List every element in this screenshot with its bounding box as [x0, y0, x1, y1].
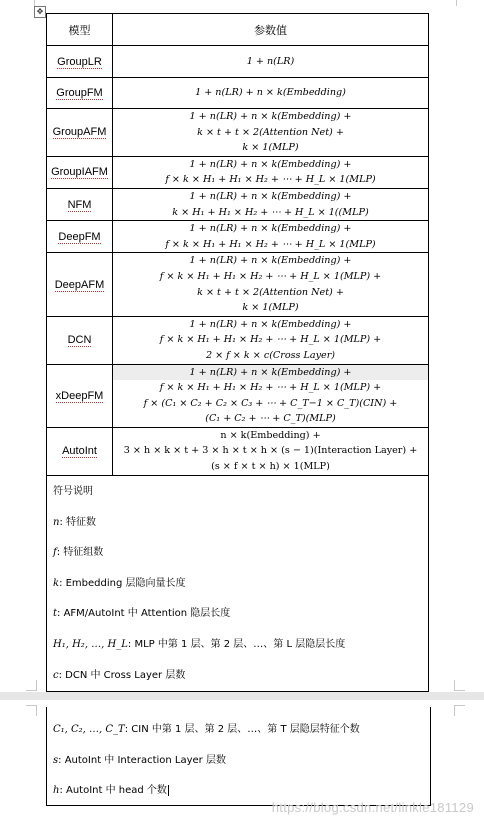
- formula-line: f × k × H₁ + H₁ × H₂ + ⋯ + H_L × 1(MLP): [165, 238, 376, 250]
- formula-line: 1 + n(LR) + n × k(Embedding) +: [113, 365, 428, 381]
- model-name: xDeepFM: [55, 389, 104, 402]
- crop-mark: [454, 705, 465, 716]
- param-cell[interactable]: [113, 188, 429, 220]
- formula-line: 3 × h × k × t + 3 × h × t × h × (s − 1)(Interaction Layer) +: [123, 445, 418, 457]
- model-name: AutoInt: [62, 445, 97, 458]
- note-item: [53, 666, 185, 681]
- model-cell[interactable]: [47, 253, 113, 316]
- note-symbol: s: [53, 755, 59, 766]
- model-name: GroupAFM: [52, 126, 107, 139]
- note-symbol: H₁, H₂, …, H_L: [53, 639, 128, 650]
- table-row: [47, 46, 429, 78]
- crop-mark: [26, 705, 37, 716]
- model-name: DeepFM: [58, 230, 101, 243]
- header-model[interactable]: 模型: [47, 14, 113, 46]
- formula-line: (C₁ + C₂ + ⋯ + C_T)(MLP): [205, 413, 336, 425]
- formula-line: f × k × H₁ + H₁ × H₂ + ⋯ + H_L × 1(MLP) +: [159, 382, 382, 394]
- note-text: : MLP 中第 1 层、第 2 层、…、第 L 层隐层长度: [127, 639, 346, 650]
- formula-line: 1 + n(LR) + n × k(Embedding) +: [189, 255, 352, 267]
- note-item: [53, 543, 103, 558]
- table-row: [47, 109, 429, 157]
- notes-continued-cell[interactable]: [46, 707, 431, 806]
- formula-line: 1 + n(LR) + n × k(Embedding) +: [189, 223, 352, 235]
- crop-mark: [26, 680, 37, 691]
- param-cell[interactable]: [113, 253, 429, 316]
- formula-line: f × k × H₁ + H₁ × H₂ + ⋯ + H_L × 1(MLP): [165, 174, 376, 186]
- param-cell[interactable]: [113, 109, 429, 157]
- model-cell[interactable]: [47, 427, 113, 475]
- table-row: [47, 253, 429, 316]
- table-row: [47, 427, 429, 475]
- param-cell[interactable]: [113, 46, 429, 78]
- note-symbol: f: [53, 547, 57, 558]
- note-item: [53, 781, 169, 796]
- model-name: GroupIAFM: [51, 166, 108, 179]
- table-header-row: [47, 14, 429, 46]
- table-move-handle-icon[interactable]: ✥: [34, 6, 46, 18]
- formula-line: 1 + n(LR): [246, 55, 295, 67]
- note-symbol: h: [53, 785, 60, 796]
- param-cell[interactable]: [113, 316, 429, 364]
- formula-line: 1 + n(LR) + n × k(Embedding) +: [189, 158, 352, 170]
- model-name: DeepAFM: [54, 278, 105, 291]
- formula-line: f × k × H₁ + H₁ × H₂ + ⋯ + H_L × 1(MLP) +: [159, 270, 382, 282]
- model-name: GroupFM: [56, 87, 103, 99]
- formula-line: f × (C₁ × C₂ + C₂ × C₃ + ⋯ + C_T−1 × C_T)(CIN) +: [143, 397, 398, 409]
- model-name: NFM: [67, 198, 92, 211]
- table-row: [47, 156, 429, 188]
- formula-line: 1 + n(LR) + n × k(Embedding) +: [189, 318, 352, 330]
- model-cell[interactable]: [47, 109, 113, 157]
- header-params[interactable]: 参数值: [113, 14, 429, 46]
- note-text: : AutoInt 中 Interaction Layer 层数: [58, 755, 226, 766]
- notes-title: 符号说明: [53, 486, 93, 497]
- model-name: GroupLR: [57, 55, 102, 68]
- formula-line: 1 + n(LR) + n × k(Embedding) +: [189, 111, 352, 122]
- formula-line: 1 + n(LR) + n × k(Embedding) +: [189, 190, 352, 202]
- page-break: [0, 692, 484, 700]
- formula-line: (s × f × t × h) × 1(MLP): [211, 461, 330, 473]
- param-cell[interactable]: [113, 221, 429, 253]
- note-item: [53, 751, 226, 766]
- note-item: [53, 635, 345, 650]
- text-cursor: [168, 785, 169, 796]
- formula-line: k × t + t × 2(Attention Net) +: [197, 286, 344, 298]
- note-text: : AutoInt 中 head 个数: [59, 785, 167, 796]
- model-cell[interactable]: [47, 188, 113, 220]
- crop-mark: [456, 0, 463, 6]
- model-name: DCN: [67, 334, 92, 347]
- model-cell[interactable]: [47, 78, 113, 109]
- note-text: : AFM/AutoInt 中 Attention 隐层长度: [57, 608, 231, 619]
- note-item: [53, 513, 96, 528]
- crop-mark: [28, 0, 35, 6]
- table-row: [47, 364, 429, 427]
- note-text: : 特征数: [59, 517, 97, 528]
- formula-line: k × 1(MLP): [242, 302, 299, 314]
- note-item: [53, 574, 186, 589]
- watermark: https://blog.csdn.net/linkle181129: [271, 800, 474, 815]
- model-cell[interactable]: [47, 316, 113, 364]
- note-text: : DCN 中 Cross Layer 层数: [58, 670, 186, 681]
- model-cell[interactable]: [47, 46, 113, 78]
- model-cell[interactable]: [47, 221, 113, 253]
- crop-mark: [454, 680, 465, 691]
- note-item: [53, 720, 360, 735]
- symbol-notes: [47, 472, 428, 686]
- formula-line: 1 + n(LR) + n × k(Embedding): [195, 87, 346, 99]
- param-cell[interactable]: [113, 427, 429, 475]
- table-row: [47, 78, 429, 109]
- note-symbol: c: [53, 670, 59, 681]
- formula-line: k × 1(MLP): [242, 142, 299, 154]
- formula-line: f × k × H₁ + H₁ × H₂ + ⋯ + H_L × 1(MLP) +: [159, 334, 382, 346]
- formula-line: 2 × f × k × c(Cross Layer): [205, 349, 336, 361]
- table-row: [47, 188, 429, 220]
- note-item: [53, 604, 230, 619]
- model-cell[interactable]: [47, 364, 113, 427]
- table-row: [47, 316, 429, 364]
- note-text: : 特征组数: [56, 547, 104, 558]
- model-cell[interactable]: [47, 156, 113, 188]
- note-symbol: n: [53, 517, 60, 528]
- formula-line: n × k(Embedding) +: [220, 429, 321, 441]
- formula-line: k × H₁ + H₁ × H₂ + ⋯ + H_L × 1((MLP): [172, 206, 369, 218]
- param-cell[interactable]: [113, 78, 429, 109]
- formula-line: k × t + t × 2(Attention Net) +: [197, 126, 344, 138]
- table-row: [47, 221, 429, 253]
- note-text: : CIN 中第 1 层、第 2 层、…、第 T 层隐层特征个数: [124, 724, 360, 735]
- note-symbol: t: [53, 608, 58, 619]
- note-symbol: C₁, C₂, …, C_T: [53, 724, 125, 735]
- note-text: : Embedding 层隐向量长度: [59, 578, 186, 589]
- param-cell[interactable]: [113, 156, 429, 188]
- note-symbol: k: [53, 578, 60, 589]
- param-cell[interactable]: [113, 364, 429, 427]
